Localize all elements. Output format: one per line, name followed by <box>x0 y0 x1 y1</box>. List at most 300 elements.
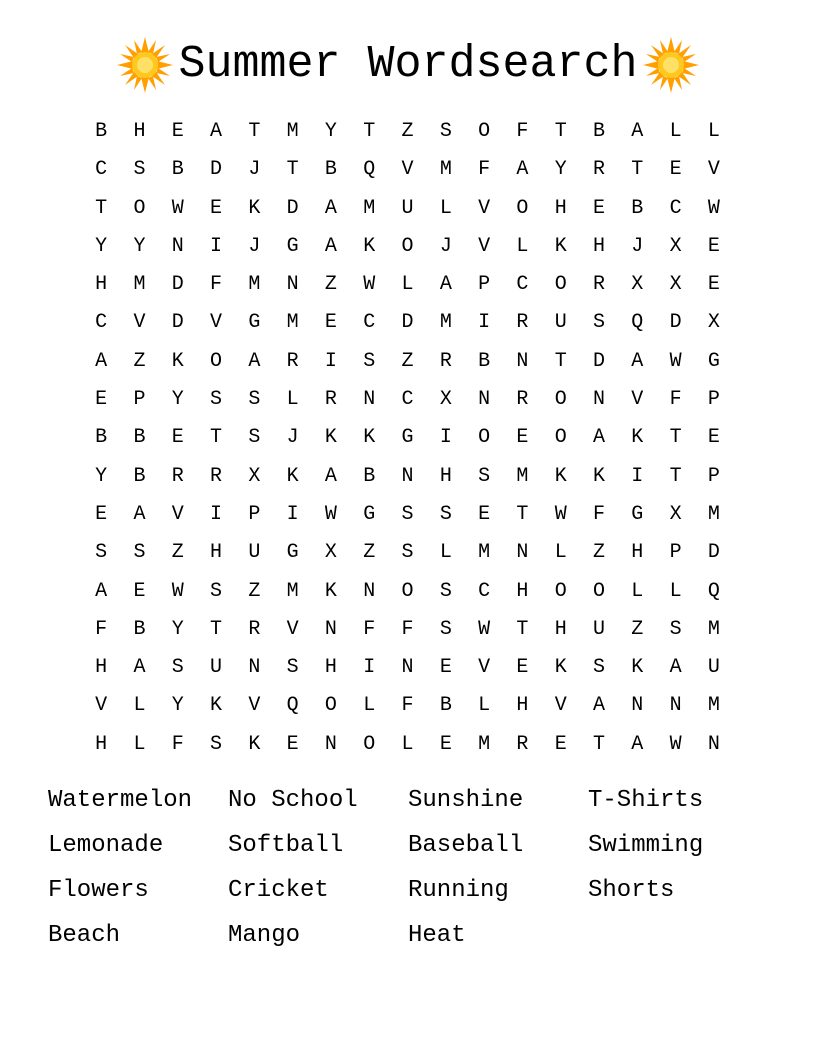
grid-letter[interactable]: C <box>95 158 108 182</box>
grid-letter[interactable]: O <box>210 349 223 373</box>
grid-letter[interactable]: L <box>516 234 529 258</box>
grid-letter[interactable]: Y <box>324 120 337 143</box>
grid-letter[interactable]: L <box>631 579 644 603</box>
grid-letter[interactable]: H <box>324 656 337 680</box>
grid-letter[interactable]: U <box>707 656 720 680</box>
grid-letter[interactable]: A <box>95 579 108 603</box>
grid-letter[interactable]: O <box>516 196 529 220</box>
grid-letter[interactable]: O <box>324 694 337 718</box>
grid-letter[interactable]: Z <box>171 541 184 565</box>
grid-letter[interactable]: P <box>669 541 682 565</box>
grid-letter[interactable]: A <box>631 732 644 756</box>
grid-letter[interactable]: S <box>210 579 223 603</box>
grid-letter[interactable]: X <box>707 311 720 335</box>
grid-letter[interactable]: R <box>171 464 184 488</box>
grid-letter[interactable]: S <box>439 617 452 641</box>
grid-letter[interactable]: R <box>248 617 261 641</box>
grid-letter[interactable]: W <box>171 196 184 220</box>
grid-letter[interactable]: F <box>516 120 529 143</box>
grid-letter[interactable]: T <box>363 120 376 143</box>
grid-letter[interactable]: H <box>554 617 567 641</box>
grid-letter[interactable]: Y <box>171 617 184 641</box>
grid-letter[interactable]: W <box>707 196 720 220</box>
grid-letter[interactable]: V <box>478 656 491 680</box>
grid-letter[interactable]: X <box>669 273 682 297</box>
grid-letter[interactable]: R <box>516 311 529 335</box>
grid-letter[interactable]: K <box>248 732 261 756</box>
grid-letter[interactable]: O <box>554 426 567 450</box>
word-list-item: No School <box>228 787 358 814</box>
grid-letter[interactable]: S <box>248 388 261 412</box>
grid-letter[interactable]: O <box>363 732 376 756</box>
grid-letter[interactable]: N <box>401 464 414 488</box>
grid-letter[interactable]: K <box>363 234 376 258</box>
grid-letter[interactable]: E <box>707 426 720 450</box>
grid-letter[interactable]: N <box>516 349 529 373</box>
grid-letter[interactable]: Y <box>95 464 108 488</box>
grid-letter[interactable]: U <box>210 656 223 680</box>
sun-icon <box>642 36 700 94</box>
grid-letter[interactable]: T <box>210 426 223 450</box>
grid-letter[interactable]: O <box>593 579 606 603</box>
grid-letter[interactable]: A <box>631 120 644 143</box>
grid-letter[interactable]: P <box>133 388 146 412</box>
grid-letter[interactable]: T <box>631 158 644 182</box>
grid-letter[interactable]: H <box>210 541 223 565</box>
grid-letter[interactable]: F <box>669 388 682 412</box>
grid-letter[interactable]: C <box>363 311 376 335</box>
word-list-item: Beach <box>48 922 121 949</box>
grid-letter[interactable]: B <box>478 349 491 373</box>
grid-letter[interactable]: L <box>133 694 146 718</box>
grid-letter[interactable]: M <box>286 120 299 143</box>
grid-letter[interactable]: A <box>133 656 146 680</box>
grid-letter[interactable]: Z <box>133 349 146 373</box>
grid-letter[interactable]: G <box>248 311 261 335</box>
grid-letter[interactable]: W <box>171 579 184 603</box>
grid-letter[interactable]: D <box>171 273 184 297</box>
grid-letter[interactable]: L <box>669 579 682 603</box>
grid-letter[interactable]: V <box>171 502 184 526</box>
grid-letter[interactable]: P <box>707 388 720 412</box>
grid-letter[interactable]: N <box>478 388 491 412</box>
grid-letter[interactable]: G <box>286 234 299 258</box>
grid-letter[interactable]: S <box>401 502 414 526</box>
grid-letter[interactable]: H <box>593 234 606 258</box>
grid-letter[interactable]: N <box>401 656 414 680</box>
grid-letter[interactable]: F <box>593 502 606 526</box>
grid-letter[interactable]: M <box>248 273 261 297</box>
grid-letter[interactable]: B <box>133 617 146 641</box>
grid-letter[interactable]: K <box>363 426 376 450</box>
grid-letter[interactable]: V <box>707 158 720 182</box>
grid-letter[interactable]: S <box>439 579 452 603</box>
grid-letter[interactable]: S <box>286 656 299 680</box>
grid-letter[interactable]: D <box>401 311 414 335</box>
grid-letter[interactable]: K <box>554 234 567 258</box>
grid-letter[interactable]: S <box>363 349 376 373</box>
grid-letter[interactable]: N <box>171 234 184 258</box>
grid-letter[interactable]: C <box>516 273 529 297</box>
grid-letter[interactable]: K <box>631 426 644 450</box>
grid-letter[interactable]: J <box>631 234 644 258</box>
grid-letter[interactable]: B <box>439 694 452 718</box>
grid-letter[interactable]: E <box>707 234 720 258</box>
grid-letter[interactable]: A <box>593 694 606 718</box>
grid-letter[interactable]: K <box>631 656 644 680</box>
grid-letter[interactable]: L <box>554 541 567 565</box>
word-list-item: Sunshine <box>408 787 524 814</box>
grid-letter[interactable]: I <box>324 349 337 373</box>
grid-letter[interactable]: C <box>669 196 682 220</box>
grid-letter[interactable]: V <box>133 311 146 335</box>
grid-letter[interactable]: M <box>286 579 299 603</box>
grid-letter[interactable]: O <box>554 273 567 297</box>
page-title: Summer Wordsearch <box>178 39 638 90</box>
grid-letter[interactable]: Z <box>631 617 644 641</box>
grid-letter[interactable]: I <box>439 426 452 450</box>
grid-letter[interactable]: A <box>324 196 337 220</box>
grid-letter[interactable]: K <box>286 464 299 488</box>
grid-letter[interactable]: U <box>554 311 567 335</box>
grid-letter[interactable]: E <box>210 196 223 220</box>
grid-letter[interactable]: L <box>286 388 299 412</box>
grid-letter[interactable]: A <box>669 656 682 680</box>
grid-letter[interactable]: K <box>210 694 223 718</box>
grid-letter[interactable]: E <box>133 579 146 603</box>
grid-letter[interactable]: M <box>363 196 376 220</box>
grid-letter[interactable]: G <box>631 502 644 526</box>
grid-letter[interactable]: D <box>210 158 223 182</box>
grid-letter[interactable]: L <box>478 694 491 718</box>
grid-letter[interactable]: N <box>324 732 337 756</box>
grid-letter[interactable]: K <box>324 426 337 450</box>
grid-letter[interactable]: E <box>554 732 567 756</box>
grid-letter[interactable]: A <box>324 234 337 258</box>
grid-letter[interactable]: S <box>133 541 146 565</box>
grid-letter[interactable]: G <box>286 541 299 565</box>
grid-letter[interactable]: S <box>478 464 491 488</box>
grid-letter[interactable]: I <box>210 234 223 258</box>
grid-letter[interactable]: U <box>593 617 606 641</box>
grid-letter[interactable]: T <box>516 502 529 526</box>
grid-letter[interactable]: F <box>401 617 414 641</box>
grid-letter[interactable]: Q <box>707 579 720 603</box>
grid-letter[interactable]: N <box>363 579 376 603</box>
grid-letter[interactable]: N <box>363 388 376 412</box>
grid-letter[interactable]: A <box>439 273 452 297</box>
grid-letter[interactable]: T <box>669 464 682 488</box>
word-list-item: Lemonade <box>48 832 164 859</box>
grid-letter[interactable]: S <box>171 656 184 680</box>
grid-letter[interactable]: M <box>133 273 146 297</box>
grid-letter[interactable]: I <box>631 464 644 488</box>
grid-letter[interactable]: P <box>248 502 261 526</box>
grid-letter[interactable]: D <box>171 311 184 335</box>
grid-letter[interactable]: N <box>516 541 529 565</box>
grid-letter[interactable]: Z <box>324 273 337 297</box>
grid-letter[interactable]: X <box>324 541 337 565</box>
grid-letter[interactable]: L <box>401 273 414 297</box>
grid-letter[interactable]: V <box>478 234 491 258</box>
grid-letter[interactable]: E <box>478 502 491 526</box>
grid-letter[interactable]: G <box>401 426 414 450</box>
grid-letter[interactable]: T <box>554 349 567 373</box>
grid-letter[interactable]: E <box>516 426 529 450</box>
grid-letter[interactable]: V <box>478 196 491 220</box>
grid-letter[interactable]: W <box>669 732 682 756</box>
grid-letter[interactable]: J <box>248 158 261 182</box>
grid-letter[interactable]: T <box>593 732 606 756</box>
grid-letter[interactable]: L <box>133 732 146 756</box>
grid-letter[interactable]: S <box>248 426 261 450</box>
grid-letter[interactable]: F <box>171 732 184 756</box>
grid-letter[interactable]: N <box>593 388 606 412</box>
grid-letter[interactable]: A <box>210 120 223 143</box>
grid-letter[interactable]: O <box>401 579 414 603</box>
grid-letter[interactable]: V <box>554 694 567 718</box>
grid-letter[interactable]: H <box>631 541 644 565</box>
grid-letter[interactable]: G <box>363 502 376 526</box>
grid-letter[interactable]: F <box>363 617 376 641</box>
grid-letter[interactable]: A <box>516 158 529 182</box>
grid-letter[interactable]: Z <box>593 541 606 565</box>
grid-letter[interactable]: N <box>669 694 682 718</box>
grid-letter[interactable]: M <box>439 158 452 182</box>
grid-letter[interactable]: L <box>439 541 452 565</box>
grid-letter[interactable]: X <box>248 464 261 488</box>
grid-letter[interactable]: H <box>516 579 529 603</box>
grid-letter[interactable]: M <box>439 311 452 335</box>
grid-letter[interactable]: U <box>248 541 261 565</box>
grid-letter[interactable]: B <box>593 120 606 143</box>
grid-letter[interactable]: B <box>133 464 146 488</box>
grid-letter[interactable]: H <box>95 273 108 297</box>
grid-letter[interactable]: L <box>363 694 376 718</box>
grid-letter[interactable]: X <box>631 273 644 297</box>
grid-letter[interactable]: O <box>478 426 491 450</box>
grid-letter[interactable]: X <box>669 502 682 526</box>
grid-letter[interactable]: N <box>248 656 261 680</box>
word-list <box>48 778 768 958</box>
grid-letter[interactable]: T <box>286 158 299 182</box>
grid-letter[interactable]: D <box>286 196 299 220</box>
grid-letter[interactable]: W <box>478 617 491 641</box>
grid-letter[interactable]: R <box>593 158 606 182</box>
grid-letter[interactable]: Z <box>401 349 414 373</box>
grid-letter[interactable]: N <box>631 694 644 718</box>
grid-letter[interactable]: Y <box>554 158 567 182</box>
grid-letter[interactable]: S <box>401 541 414 565</box>
grid-letter[interactable]: I <box>478 311 491 335</box>
grid-letter[interactable]: W <box>554 502 567 526</box>
grid-letter[interactable]: E <box>669 158 682 182</box>
grid-letter[interactable]: C <box>478 579 491 603</box>
grid-letter[interactable]: A <box>631 349 644 373</box>
grid-letter[interactable]: Q <box>286 694 299 718</box>
grid-letter[interactable]: B <box>324 158 337 182</box>
grid-letter[interactable]: E <box>707 273 720 297</box>
grid-letter[interactable]: A <box>593 426 606 450</box>
grid-letter[interactable]: M <box>707 694 720 718</box>
grid-letter[interactable]: B <box>363 464 376 488</box>
grid-letter[interactable]: F <box>401 694 414 718</box>
grid-letter[interactable]: D <box>669 311 682 335</box>
grid-letter[interactable]: S <box>133 158 146 182</box>
grid-letter[interactable]: B <box>171 158 184 182</box>
grid-letter[interactable]: T <box>210 617 223 641</box>
grid-letter[interactable]: H <box>95 732 108 756</box>
grid-letter[interactable]: S <box>669 617 682 641</box>
grid-letter[interactable]: J <box>286 426 299 450</box>
grid-letter[interactable]: E <box>439 656 452 680</box>
grid-letter[interactable]: Z <box>248 579 261 603</box>
grid-letter[interactable]: E <box>95 502 108 526</box>
grid-letter[interactable]: O <box>401 234 414 258</box>
grid-letter[interactable]: E <box>593 196 606 220</box>
grid-letter[interactable]: I <box>363 656 376 680</box>
grid-letter[interactable]: L <box>669 120 682 143</box>
grid-letter[interactable]: Z <box>401 120 414 143</box>
grid-letter[interactable]: W <box>363 273 376 297</box>
grid-letter[interactable]: H <box>95 656 108 680</box>
grid-letter[interactable]: O <box>554 579 567 603</box>
grid-letter[interactable]: L <box>401 732 414 756</box>
grid-letter[interactable]: T <box>516 617 529 641</box>
grid-letter[interactable]: D <box>707 541 720 565</box>
grid-letter[interactable]: Q <box>631 311 644 335</box>
grid-letter[interactable]: B <box>631 196 644 220</box>
grid-letter[interactable]: U <box>401 196 414 220</box>
grid-letter[interactable]: A <box>324 464 337 488</box>
grid-letter[interactable]: P <box>478 273 491 297</box>
grid-letter[interactable]: B <box>95 120 108 143</box>
grid-letter[interactable]: H <box>439 464 452 488</box>
grid-letter[interactable]: Y <box>171 388 184 412</box>
grid-letter[interactable]: M <box>707 502 720 526</box>
grid-letter[interactable]: T <box>669 426 682 450</box>
word-list-item: Running <box>408 877 509 904</box>
grid-letter[interactable]: C <box>95 311 108 335</box>
grid-letter[interactable]: A <box>95 349 108 373</box>
grid-letter[interactable]: A <box>248 349 261 373</box>
word-list-item: Watermelon <box>48 787 193 814</box>
grid-letter[interactable]: V <box>95 694 108 718</box>
grid-letter[interactable]: M <box>516 464 529 488</box>
grid-letter[interactable]: O <box>478 120 491 143</box>
grid-letter[interactable]: I <box>210 502 223 526</box>
grid-letter[interactable]: N <box>707 732 720 756</box>
grid-letter[interactable]: E <box>171 426 184 450</box>
grid-letter[interactable]: W <box>669 349 682 373</box>
grid-letter[interactable]: K <box>554 656 567 680</box>
grid-letter[interactable]: R <box>324 388 337 412</box>
grid-letter[interactable]: J <box>439 234 452 258</box>
grid-letter[interactable]: R <box>516 388 529 412</box>
grid-letter[interactable]: M <box>707 617 720 641</box>
grid-letter[interactable]: H <box>133 120 146 143</box>
grid-letter[interactable]: E <box>171 120 184 143</box>
grid-letter[interactable]: R <box>286 349 299 373</box>
grid-letter[interactable]: I <box>286 502 299 526</box>
grid-letter[interactable]: V <box>631 388 644 412</box>
grid-letter[interactable]: R <box>210 464 223 488</box>
grid-letter[interactable]: S <box>593 311 606 335</box>
grid-letter[interactable]: E <box>286 732 299 756</box>
grid-letter[interactable]: L <box>707 120 720 143</box>
grid-letter[interactable]: X <box>439 388 452 412</box>
grid-letter[interactable]: K <box>593 464 606 488</box>
grid-letter[interactable]: E <box>324 311 337 335</box>
word-list-item: Softball <box>228 832 344 859</box>
grid-letter[interactable]: S <box>210 732 223 756</box>
grid-letter[interactable]: S <box>593 656 606 680</box>
grid-letter[interactable]: S <box>439 502 452 526</box>
grid-letter[interactable]: E <box>95 388 108 412</box>
grid-letter[interactable]: L <box>439 196 452 220</box>
grid-letter[interactable]: V <box>286 617 299 641</box>
grid-letter[interactable]: K <box>554 464 567 488</box>
grid-letter[interactable]: V <box>248 694 261 718</box>
grid-letter[interactable]: R <box>439 349 452 373</box>
grid-letter[interactable]: Y <box>171 694 184 718</box>
grid-letter[interactable]: K <box>171 349 184 373</box>
grid-letter[interactable]: R <box>593 273 606 297</box>
grid-letter[interactable]: E <box>439 732 452 756</box>
grid-letter[interactable]: T <box>95 196 108 220</box>
grid-letter[interactable]: O <box>133 196 146 220</box>
grid-letter[interactable]: R <box>516 732 529 756</box>
grid-letter[interactable]: Q <box>363 158 376 182</box>
grid-letter[interactable]: D <box>593 349 606 373</box>
grid-letter[interactable]: E <box>516 656 529 680</box>
grid-letter[interactable]: O <box>554 388 567 412</box>
grid-letter[interactable]: C <box>401 388 414 412</box>
grid-letter[interactable]: F <box>478 158 491 182</box>
grid-letter[interactable]: M <box>478 732 491 756</box>
grid-letter[interactable]: N <box>286 273 299 297</box>
grid-letter[interactable]: K <box>248 196 261 220</box>
grid-letter[interactable]: W <box>324 502 337 526</box>
grid-letter[interactable]: G <box>707 349 720 373</box>
grid-letter[interactable]: H <box>516 694 529 718</box>
grid-letter[interactable]: N <box>324 617 337 641</box>
grid-letter[interactable]: V <box>401 158 414 182</box>
grid-letter[interactable]: S <box>210 388 223 412</box>
grid-letter[interactable]: T <box>554 120 567 143</box>
grid-letter[interactable]: P <box>707 464 720 488</box>
grid-letter[interactable]: Y <box>95 234 108 258</box>
grid-letter[interactable]: Y <box>133 234 146 258</box>
grid-letter[interactable]: H <box>554 196 567 220</box>
grid-letter[interactable]: S <box>439 120 452 143</box>
grid-letter[interactable]: X <box>669 234 682 258</box>
word-list-item: Swimming <box>588 832 704 859</box>
grid-letter[interactable]: Z <box>363 541 376 565</box>
grid-letter[interactable]: F <box>210 273 223 297</box>
grid-letter[interactable]: V <box>210 311 223 335</box>
grid-letter[interactable]: B <box>133 426 146 450</box>
grid-letter[interactable]: J <box>248 234 261 258</box>
grid-letter[interactable]: S <box>95 541 108 565</box>
grid-letter[interactable]: M <box>478 541 491 565</box>
grid-letter[interactable]: F <box>95 617 108 641</box>
grid-letter[interactable]: K <box>324 579 337 603</box>
grid-letter[interactable]: M <box>286 311 299 335</box>
grid-letter[interactable]: B <box>95 426 108 450</box>
grid-letter[interactable]: T <box>248 120 261 143</box>
grid-letter[interactable]: A <box>133 502 146 526</box>
